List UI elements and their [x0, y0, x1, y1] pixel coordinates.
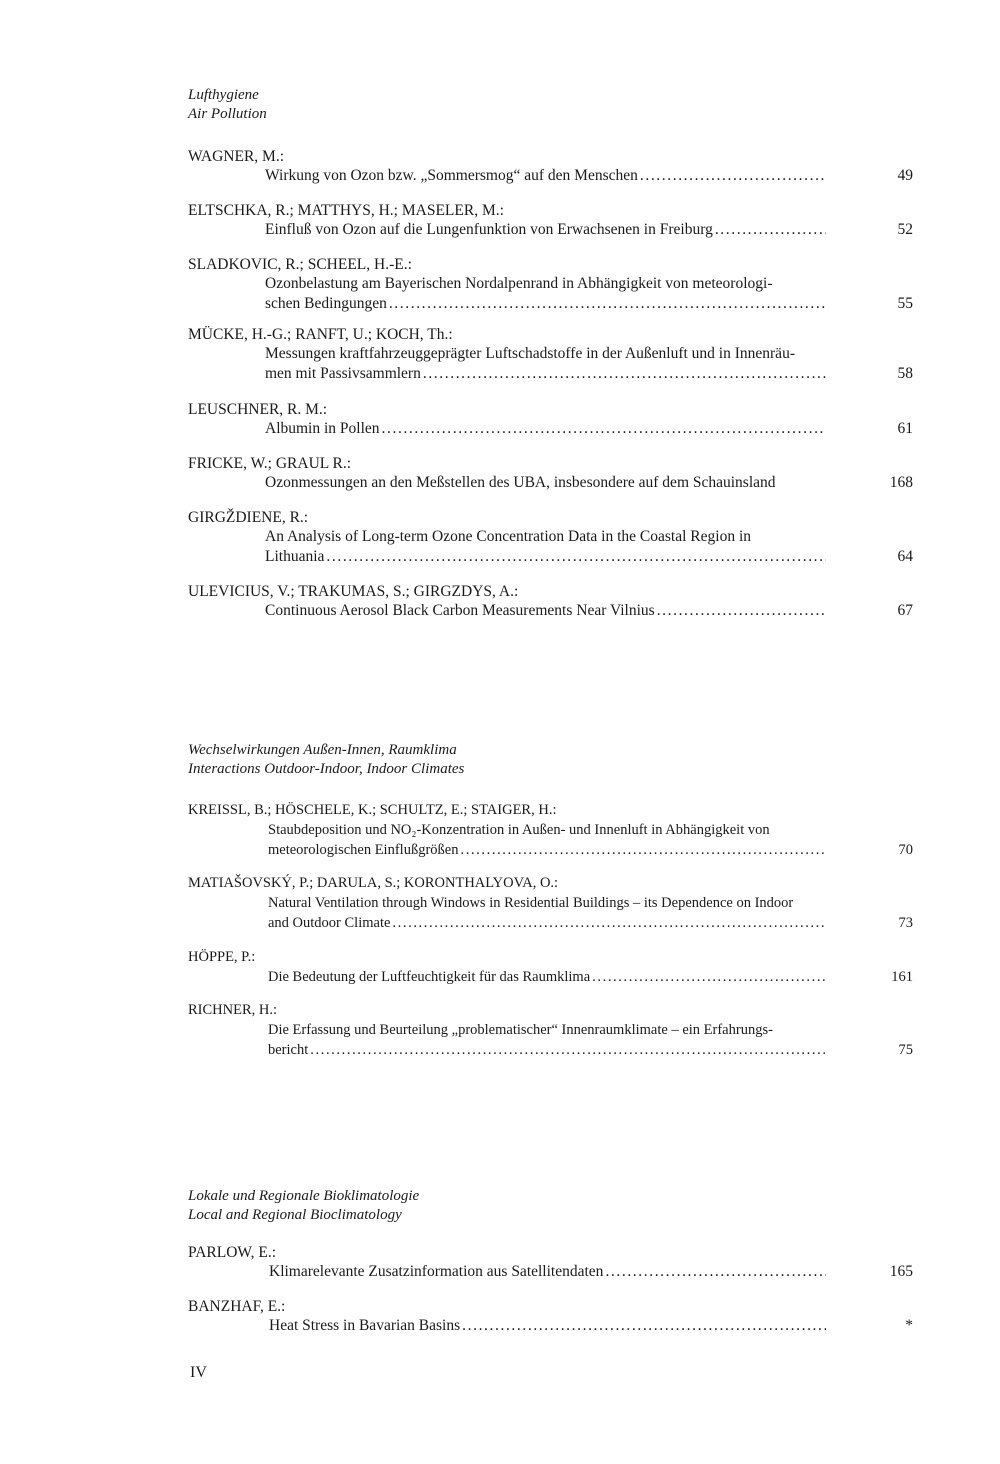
entry-title: Einfluß von Ozon auf die Lungenfunktion von Erwachsenen in Freiburg	[265, 221, 713, 238]
section-heading-de: Lufthygiene	[188, 87, 259, 103]
entry-title-line: An Analysis of Long-term Ozone Concentration Data in the Coastal Region in	[265, 528, 751, 545]
section-indoor-climates	[0, 741, 1000, 779]
entry-page: 67	[897, 602, 913, 619]
toc-entry	[188, 454, 913, 493]
toc-entry	[188, 147, 913, 186]
toc-entry	[188, 255, 913, 314]
toc-entry	[188, 325, 913, 384]
entry-page: 49	[897, 167, 913, 184]
section-heading-en: Air Pollution	[188, 106, 267, 122]
entry-authors: BANZHAF, E.:	[188, 1298, 286, 1315]
entry-page: 55	[897, 295, 913, 312]
entry-authors: FRICKE, W.; GRAUL R.:	[188, 455, 352, 472]
entry-authors: ULEVICIUS, V.; TRAKUMAS, S.; GIRGZDYS, A.:	[188, 583, 519, 600]
entry-title-line: Ozonbelastung am Bayerischen Nordalpenrand in Abhängigkeit von meteorologi-	[265, 275, 773, 292]
entry-title: Wirkung von Ozon bzw. „Sommersmog“ auf den Menschen	[265, 167, 638, 184]
entry-page: 52	[897, 221, 913, 238]
page-number: IV	[190, 1364, 207, 1381]
section-bioclimatology	[0, 1187, 1000, 1225]
entry-title-line: bericht	[268, 1042, 309, 1058]
entry-authors: WAGNER, M.:	[188, 148, 285, 165]
toc-entry	[188, 1243, 913, 1282]
section-heading-de: Wechselwirkungen Außen-Innen, Raumklima	[188, 742, 457, 758]
section-air-pollution	[0, 86, 1000, 124]
entry-page: 168	[889, 474, 913, 491]
entry-title-line: Messungen kraftfahrzeuggeprägter Luftschadstoffe in der Außenluft und in Innenräu-	[265, 345, 795, 362]
entry-title-line: Die Erfassung und Beurteilung „problematischer“ Innenraumklimate – ein Erfahrungs-	[268, 1022, 773, 1038]
entry-title: Die Bedeutung der Luftfeuchtigkeit für das Raumklima	[268, 969, 591, 985]
entry-title-line: schen Bedingungen	[265, 295, 387, 312]
entry-title-line: Staubdeposition und NO₂-Konzentration in Außen- und Innenluft in Abhängigkeit von	[268, 822, 770, 838]
entry-page: 165	[889, 1263, 913, 1280]
entry-authors: MÜCKE, H.-G.; RANFT, U.; KOCH, Th.:	[188, 326, 453, 343]
entry-title: Ozonmessungen an den Meßstellen des UBA, insbesondere auf dem Schauinsland	[265, 474, 776, 491]
entry-page: 64	[897, 548, 913, 565]
entry-page: 61	[897, 420, 913, 437]
toc-entry	[188, 801, 913, 860]
entry-page: *	[905, 1317, 913, 1334]
toc-entry	[188, 1297, 913, 1336]
section-heading-de: Lokale und Regionale Bioklimatologie	[188, 1188, 420, 1204]
entry-authors: MATIAŠOVSKÝ, P.; DARULA, S.; KORONTHALYOVA, O.:	[188, 875, 559, 891]
entry-title: Klimarelevante Zusatzinformation aus Satellitendaten	[269, 1263, 604, 1280]
entry-authors: PARLOW, E.:	[188, 1244, 276, 1261]
entry-page: 161	[891, 969, 913, 985]
toc-entry	[188, 508, 913, 567]
entry-page: 70	[898, 842, 913, 858]
toc-entry	[188, 874, 913, 933]
toc-entry	[188, 1001, 913, 1060]
entry-title: Heat Stress in Bavarian Basins	[269, 1317, 461, 1334]
entry-authors: SLADKOVIC, R.; SCHEEL, H.-E.:	[188, 256, 412, 273]
entry-page: 73	[898, 915, 913, 931]
entry-authors: RICHNER, H.:	[188, 1002, 278, 1018]
section-heading-en: Interactions Outdoor-Indoor, Indoor Climates	[188, 761, 465, 777]
entry-page: 75	[898, 1042, 913, 1058]
toc-entry	[188, 948, 913, 987]
entry-title-line: meteorologischen Einflußgrößen	[268, 842, 459, 858]
entry-authors: ELTSCHKA, R.; MATTHYS, H.; MASELER, M.:	[188, 202, 504, 219]
entry-title: Continuous Aerosol Black Carbon Measurements Near Vilnius	[265, 602, 655, 619]
toc-entry	[188, 201, 913, 240]
entry-title-line: and Outdoor Climate	[268, 915, 391, 931]
entry-authors: LEUSCHNER, R. M.:	[188, 401, 328, 418]
entry-authors: GIRGŽDIENE, R.:	[188, 509, 309, 526]
toc-entry	[188, 582, 913, 621]
toc-entry	[188, 400, 913, 439]
entry-page: 58	[897, 365, 913, 382]
entry-title: Albumin in Pollen	[265, 420, 380, 437]
entry-authors: HÖPPE, P.:	[188, 949, 256, 965]
entry-title-line: Lithuania	[265, 548, 325, 565]
entry-title-line: men mit Passivsammlern	[265, 365, 421, 382]
entry-authors: KREISSL, B.; HÖSCHELE, K.; SCHULTZ, E.; STAIGER, H.:	[188, 802, 557, 818]
entry-title-line: Natural Ventilation through Windows in Residential Buildings – its Dependence on Indoor	[268, 895, 794, 911]
section-heading-en: Local and Regional Bioclimatology	[188, 1207, 402, 1223]
